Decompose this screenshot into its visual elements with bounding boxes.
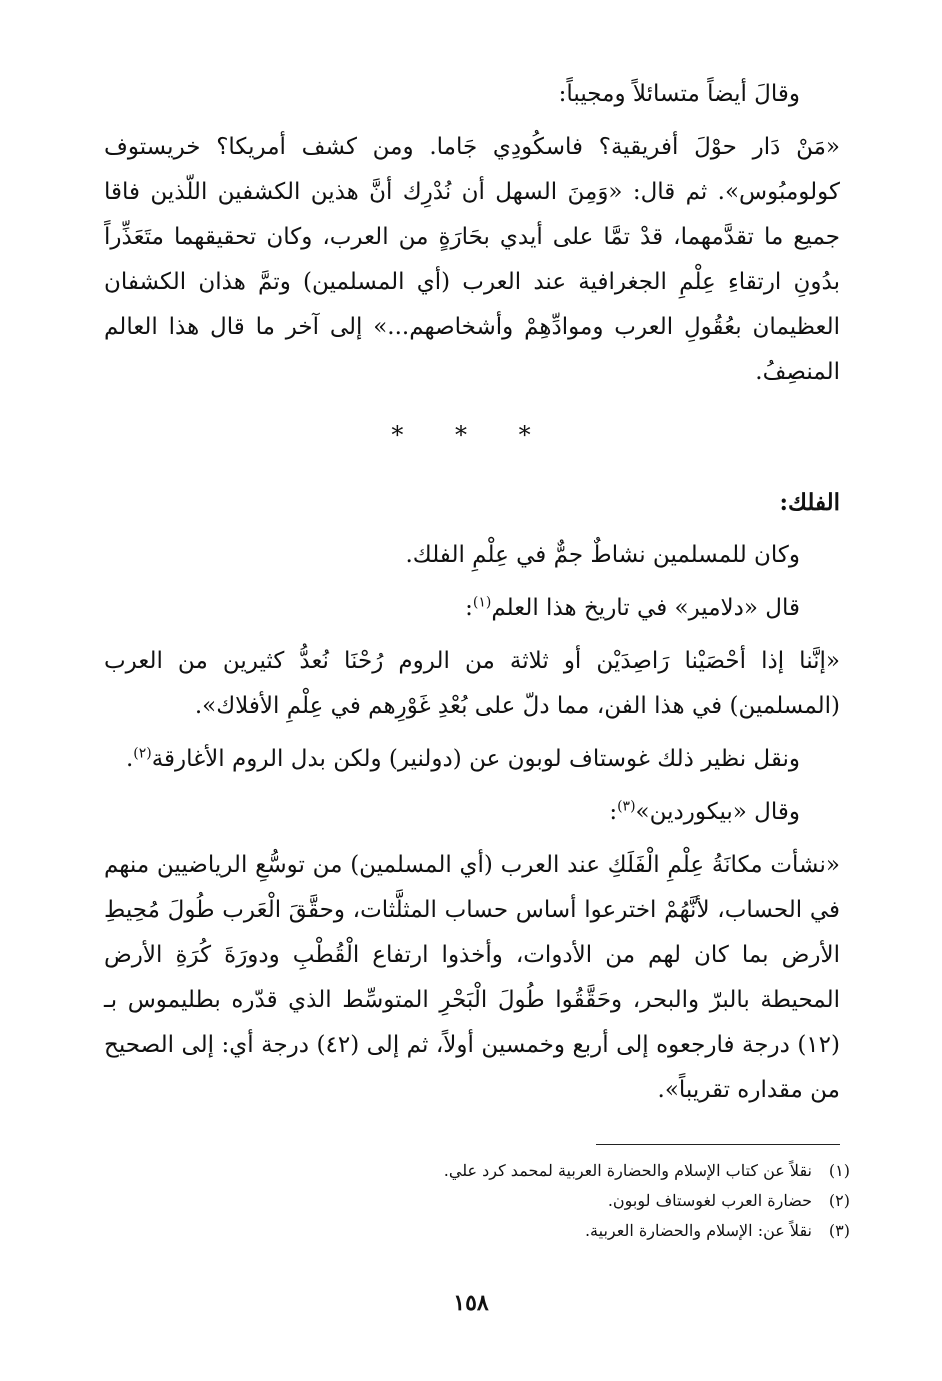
lebon-text: ونقل نظير ذلك غوستاف لوبون عن (دولنير) ولكن بدل الروم الأغارقة [151, 746, 800, 772]
footnote-ref-3: (٣) [617, 798, 636, 815]
paragraph-lebon [104, 737, 840, 782]
footnote-number: (١) [828, 1161, 850, 1180]
footnote-1 [300, 1156, 850, 1186]
page-number: ١٥٨ [453, 1290, 489, 1316]
quote-paragraph-delambre: «إنَّنا إذا أحْصَيْنا رَاصِدَيْن أو ثلاثة من الروم رُحْنَا نُعدُّ كثيرين من العرب (المسلمين) في هذا الفن، مما دلّ على بُعْدِ غَوْرِهم في عِلْمِ الأفلاك». [104, 648, 840, 719]
main-text [104, 72, 840, 1113]
footnote-divider [596, 1144, 840, 1145]
quote-paragraph-picordin: «نشأت مكانَةُ عِلْمِ الْفَلَكِ عند العرب (أي المسلمين) من توسُّعِ الرياضيين منهم في الحساب، لأنَّهُمْ اخترعوا أساس حساب المثلَّثات، وحقَّقَ الْعَرب طُولَ مُحِيطِ الأرض بما كان لهم من الأدوات، وأخذوا ارتفاع الْقُطْبِ ودورَةَ كُرَةِ الأرض المحيطة بالبرّ والبحر، وحَقَّقُوا طُولَ الْبَحْرِ المتوسِّط الذي قدّره بطليموس بـ (١٢) درجة فارجعوه إلى أربع وخمسين أولاً، ثم إلى (٤٢) درجة أي: إلى الصحيح من مقداره تقريباً». [104, 852, 840, 1103]
paragraph-astronomy-intro: وكان للمسلمين نشاطٌ جمٌّ في عِلْمِ الفلك. [405, 542, 800, 568]
paragraph-delambre-citation [104, 586, 840, 631]
footnotes [300, 1156, 850, 1246]
delambre-colon: : [465, 595, 473, 621]
footnote-number: (٢) [828, 1191, 850, 1210]
picordin-text: وقال «بيكوردين» [635, 799, 800, 825]
footnote-text: نقلاً عن كتاب الإسلام والحضارة العربية لمحمد كرد علي. [443, 1161, 812, 1180]
lebon-period: . [125, 746, 134, 772]
footnote-ref-2: (٢) [133, 745, 152, 762]
footnote-ref-1: (١) [472, 594, 492, 611]
footnote-2 [300, 1186, 850, 1216]
delambre-text: قال «دلامير» في تاريخ هذا العلم [491, 595, 800, 621]
section-separator-stars: * * * [391, 421, 553, 449]
footnote-3 [300, 1216, 850, 1246]
intro-line: وقالَ أيضاً متسائلاً ومجيباً: [558, 81, 800, 107]
section-heading-astronomy: الفلك: [779, 489, 840, 516]
footnote-number: (٣) [828, 1221, 850, 1240]
picordin-colon: : [609, 799, 618, 825]
quote-paragraph-explorers: «مَنْ دَار حوْلَ أفريقية؟ فاسكُودِي جَاما. ومن كشف أمريكا؟ خريستوف كولومبُوس». ثم قال: «وَمِنَ السهل أن نُدْرِك أنَّ هذين الكشفين اللّذين فاقا جميع ما تقدَّمهما، قدْ تمَّا على أيدي بحَارَةٍ من العرب، وكان تحقيقهما متَعَذِّراً بدُونِ ارتقاءِ عِلْمِ الجغرافية عند العرب (أي المسلمين) وتمَّ هذان الكشفان العظيمان بعُقُولِ العرب وموادِّهِمْ وأشخاصهم...» إلى آخر ما قال هذا العالم المنصِفُ. [104, 134, 840, 385]
footnote-text: حضارة العرب لغوستاف لوبون. [607, 1191, 812, 1210]
paragraph-picordin-citation [104, 790, 840, 835]
footnote-text: نقلاً عن: الإسلام والحضارة العربية. [584, 1221, 812, 1240]
